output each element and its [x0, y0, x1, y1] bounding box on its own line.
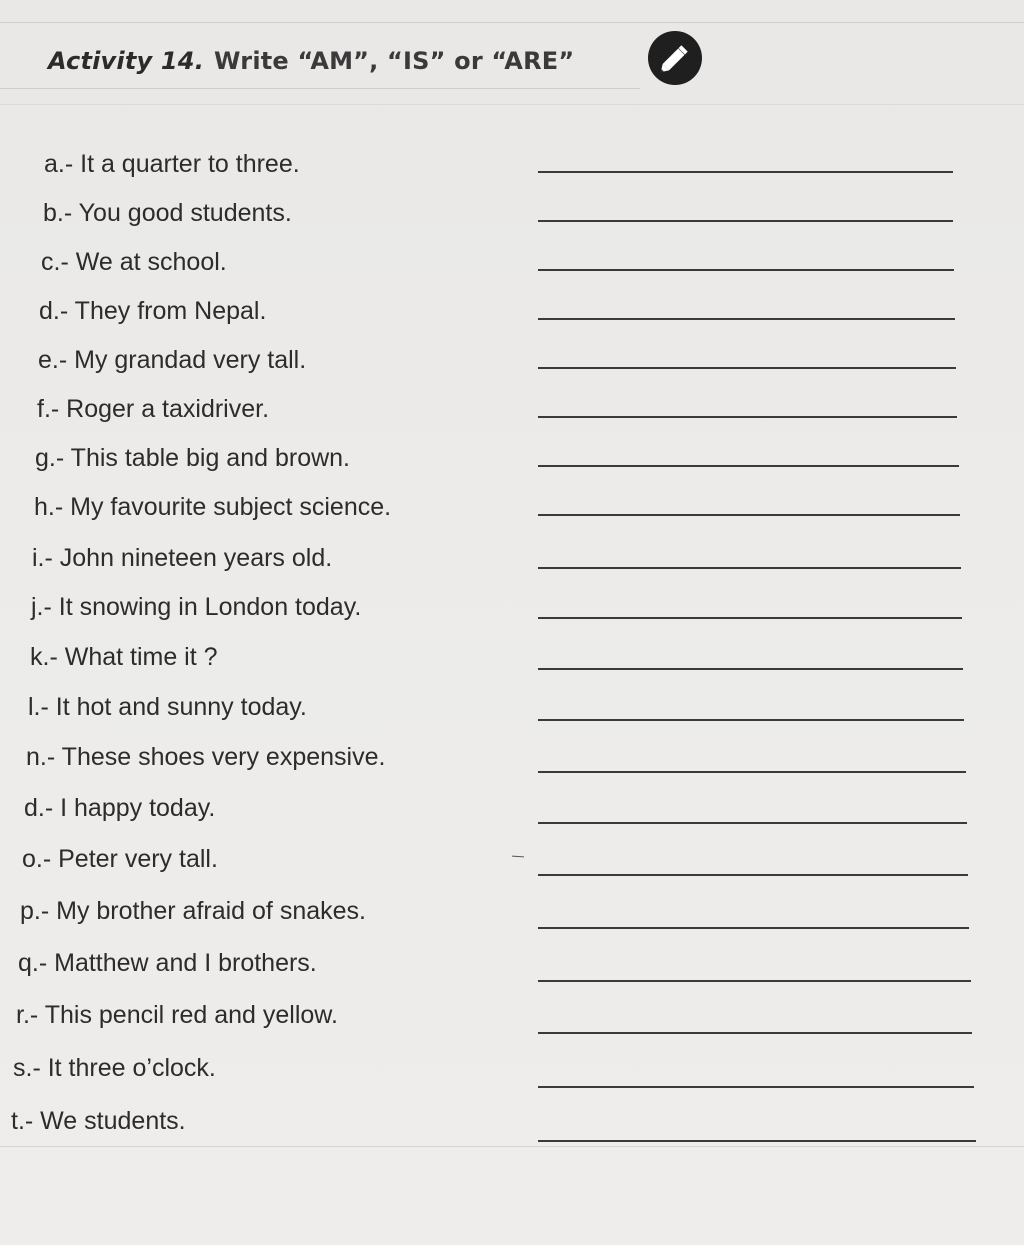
- answer-blank[interactable]: [538, 980, 971, 982]
- answer-blank[interactable]: [538, 927, 969, 929]
- exercise-item: k.- What time it ?: [30, 642, 218, 671]
- exercise-item: d.- They from Nepal.: [39, 296, 267, 325]
- exercise-item: a.- It a quarter to three.: [44, 149, 300, 178]
- answer-blank[interactable]: [538, 1032, 972, 1034]
- faint-rule: [0, 1146, 1024, 1147]
- activity-header: [48, 36, 574, 86]
- exercise-item: f.- Roger a taxidriver.: [37, 394, 270, 423]
- answer-blank[interactable]: [538, 171, 953, 173]
- answer-blank[interactable]: [538, 269, 954, 271]
- answer-blank[interactable]: [538, 617, 962, 619]
- answer-blank[interactable]: [538, 719, 964, 721]
- answer-blank[interactable]: [538, 771, 966, 773]
- faint-rule: [0, 104, 1024, 105]
- exercise-item: r.- This pencil red and yellow.: [16, 1000, 338, 1029]
- answer-blank[interactable]: [538, 1140, 976, 1142]
- answer-blank[interactable]: [538, 874, 968, 876]
- answer-blank[interactable]: [538, 514, 960, 516]
- exercise-item: n.- These shoes very expensive.: [26, 742, 386, 771]
- faint-rule: [0, 22, 1024, 23]
- pencil-icon: [648, 31, 702, 85]
- answer-blank[interactable]: [538, 367, 956, 369]
- exercise-item: i.- John nineteen years old.: [32, 543, 333, 572]
- exercise-item: l.- It hot and sunny today.: [28, 692, 307, 721]
- exercise-item: d.- I happy today.: [24, 793, 216, 822]
- pen-mark: [512, 856, 524, 858]
- exercise-item: j.- It snowing in London today.: [31, 592, 362, 621]
- exercise-item: p.- My brother afraid of snakes.: [20, 896, 366, 925]
- exercise-item: g.- This table big and brown.: [35, 443, 351, 472]
- faint-rule: [0, 88, 640, 89]
- exercise-item: h.- My favourite subject science.: [34, 492, 392, 521]
- answer-blank[interactable]: [538, 416, 957, 418]
- exercise-item: o.- Peter very tall.: [22, 844, 218, 873]
- exercise-item: t.- We students.: [11, 1106, 186, 1135]
- answer-blank[interactable]: [538, 220, 953, 222]
- activity-number: Activity 14.: [48, 47, 205, 75]
- exercise-item: c.- We at school.: [41, 247, 227, 276]
- answer-blank[interactable]: [538, 668, 963, 670]
- exercise-item: e.- My grandad very tall.: [38, 345, 307, 374]
- exercise-item: s.- It three o’clock.: [13, 1053, 216, 1082]
- exercise-item: q.- Matthew and I brothers.: [18, 948, 317, 977]
- exercise-item: b.- You good students.: [43, 198, 292, 227]
- answer-blank[interactable]: [538, 318, 955, 320]
- answer-blank[interactable]: [538, 567, 961, 569]
- answer-blank[interactable]: [538, 1086, 974, 1088]
- answer-blank[interactable]: [538, 822, 967, 824]
- answer-blank[interactable]: [538, 465, 959, 467]
- activity-instruction: Write “AM”, “IS” or “ARE”: [214, 47, 575, 75]
